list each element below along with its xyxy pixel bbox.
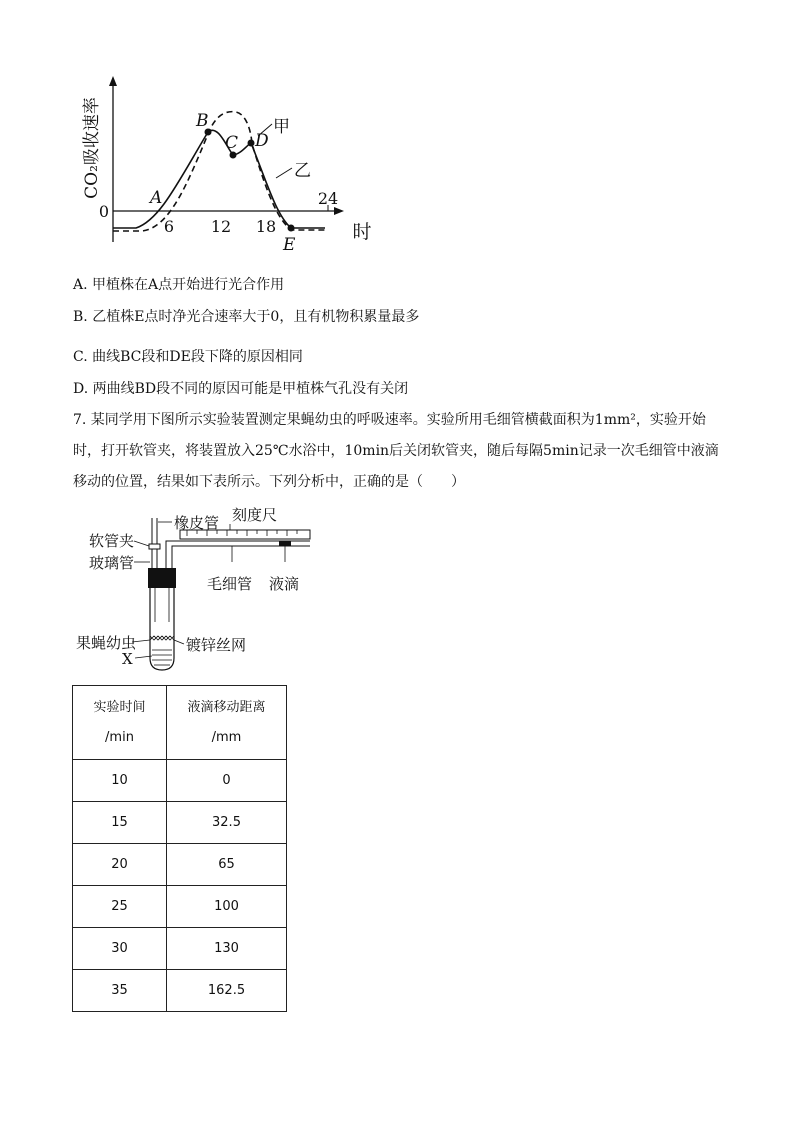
table-row xyxy=(73,928,287,970)
option-c: C. 曲线BC段和DE段下降的原因相同 xyxy=(73,349,303,365)
point-e xyxy=(288,225,295,232)
option-a: A. 甲植株在A点开始进行光合作用 xyxy=(73,277,285,293)
label-capillary: 毛细管 xyxy=(207,575,253,593)
results-table xyxy=(72,685,287,1012)
stopper xyxy=(148,568,176,588)
droplet xyxy=(279,542,291,546)
point-label-a: A xyxy=(150,188,163,208)
table-row xyxy=(73,970,287,1012)
question-7-line-1: 7. 某同学用下图所示实验装置测定果蝇幼虫的呼吸速率。实验所用毛细管横截面积为1mm²，实验开始 xyxy=(73,412,706,428)
label-ruler: 刻度尺 xyxy=(232,506,278,524)
x-axis-arrow xyxy=(334,207,344,215)
co2-absorption-chart xyxy=(70,70,390,250)
label-glass-tube: 玻璃管 xyxy=(89,554,135,572)
x-tick-label: 6 xyxy=(163,217,175,236)
y-zero-label: 0 xyxy=(98,202,110,221)
table-row xyxy=(73,844,287,886)
point-d xyxy=(248,140,255,147)
option-d: D. 两曲线BD段不同的原因可能是甲植株气孔没有关闭 xyxy=(73,381,409,397)
label-clamp: 软管夹 xyxy=(89,532,135,550)
capillary-elbow xyxy=(166,541,178,570)
label-rubber-tube: 橡皮管 xyxy=(174,514,220,532)
header-distance-line-2: /mm xyxy=(211,729,242,745)
point-label-d: D xyxy=(255,131,269,151)
tube-clamp xyxy=(149,544,160,549)
label-x: X xyxy=(122,650,133,668)
y-axis-arrow xyxy=(109,76,117,86)
table-row xyxy=(73,886,287,928)
apparatus-diagram xyxy=(72,500,322,675)
header-time xyxy=(73,686,167,760)
header-time-line-1: 实验时间 xyxy=(93,699,146,715)
x-tick-label: 24 xyxy=(317,189,339,208)
table-row xyxy=(73,802,287,844)
label-larvae: 果蝇幼虫 xyxy=(76,634,137,652)
point-label-c: C xyxy=(225,133,239,153)
cell-distance: 162.5 xyxy=(167,970,287,1012)
cell-time: 15 xyxy=(73,802,167,844)
cell-distance: 32.5 xyxy=(167,802,287,844)
cell-distance: 130 xyxy=(167,928,287,970)
cell-distance: 65 xyxy=(167,844,287,886)
x-axis-label: 时 xyxy=(352,221,372,243)
header-distance-line-1: 液滴移动距离 xyxy=(187,699,266,715)
point-label-e: E xyxy=(283,235,296,250)
y-axis-label: CO₂吸收速率 xyxy=(82,97,102,199)
cell-time: 25 xyxy=(73,886,167,928)
test-tube xyxy=(150,588,174,670)
label-droplet: 液滴 xyxy=(269,575,300,593)
cell-time: 30 xyxy=(73,928,167,970)
cell-time: 20 xyxy=(73,844,167,886)
series-label-yi: 乙 xyxy=(294,161,311,181)
table-header-row xyxy=(73,686,287,760)
x-tick-label: 18 xyxy=(255,217,277,236)
option-b: B. 乙植株E点时净光合速率大于0，且有机物积累量最多 xyxy=(73,309,420,325)
label-mesh: 镀锌丝网 xyxy=(186,636,247,654)
cell-time: 10 xyxy=(73,760,167,802)
point-label-b: B xyxy=(196,111,209,131)
header-time-line-2: /min xyxy=(105,729,134,745)
series-label-jia: 甲 xyxy=(273,117,290,137)
cell-distance: 0 xyxy=(167,760,287,802)
mesh xyxy=(150,636,174,640)
cell-distance: 100 xyxy=(167,886,287,928)
cell-time: 35 xyxy=(73,970,167,1012)
x-tick-label: 12 xyxy=(210,217,232,236)
question-7-line-2: 时，打开软管夹，将装置放入25℃水浴中，10min后关闭软管夹，随后每隔5min记录一次毛细管中液滴 xyxy=(73,443,719,459)
question-7-line-3: 移动的位置，结果如下表所示。下列分析中，正确的是（ ） xyxy=(73,474,465,490)
series-yi-leader xyxy=(276,168,292,178)
table-row xyxy=(73,760,287,802)
liquid-x xyxy=(152,650,172,665)
header-distance xyxy=(167,686,287,760)
